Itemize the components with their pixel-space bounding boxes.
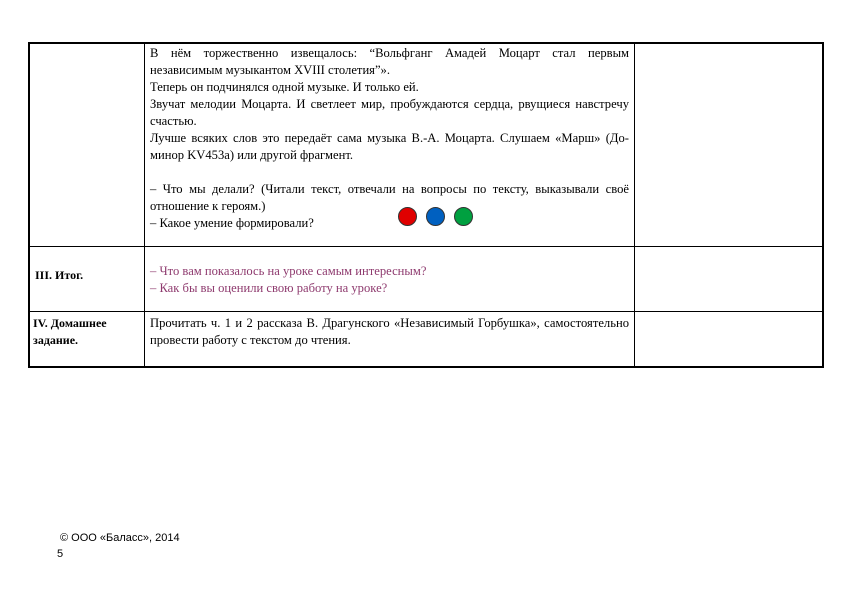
stage-label: IV. Домашнее задание. <box>33 315 107 347</box>
blue-circle-icon <box>426 207 445 226</box>
table-row <box>29 311 823 367</box>
question-line: – Что вам показалось на уроке самым интересным? <box>150 263 427 278</box>
content-cell <box>145 311 635 367</box>
stage-cell <box>29 246 145 311</box>
red-circle-icon <box>398 207 417 226</box>
copyright: © ООО «Баласс», 2014 <box>60 532 180 544</box>
lesson-table <box>28 42 824 368</box>
green-circle-icon <box>454 207 473 226</box>
question-line: – Что мы делали? (Читали текст, отвечали на вопросы по тексту, выказывали своё отношение к героям.) <box>150 182 629 213</box>
color-dots <box>398 207 473 226</box>
paragraph: Звучат мелодии Моцарта. И светлеет мир, пробуждаются сердца, рвущиеся навстречу счастью. <box>150 97 629 128</box>
notes-cell <box>635 43 824 246</box>
notes-cell <box>635 246 824 311</box>
paragraph: Лучше всяких слов это передаёт сама музыка В.-А. Моцарта. Слушаем «Марш» (До-минор KV453a) или другой фрагмент. <box>150 131 629 162</box>
table-row <box>29 246 823 311</box>
stage-cell <box>29 311 145 367</box>
notes-cell <box>635 311 824 367</box>
stage-cell <box>29 43 145 246</box>
stage-label: III. Итог. <box>35 267 84 282</box>
content-cell <box>145 246 635 311</box>
content-cell <box>145 43 635 246</box>
question-line: – Как бы вы оценили свою работу на уроке? <box>150 280 388 295</box>
homework-text: Прочитать ч. 1 и 2 рассказа В. Драгунского «Независимый Горбушка», самостоятельно провести работу с текстом до чтения. <box>150 315 629 347</box>
paragraph: Теперь он подчинялся одной музыке. И только ей. <box>150 80 419 94</box>
paragraph: В нём торжественно извещалось: “Вольфганг Амадей Моцарт стал первым независимым музыкантом XVIII столетия”». <box>150 46 629 77</box>
page-number: 5 <box>57 548 64 560</box>
question-line: – Какое умение формировали? <box>150 216 314 230</box>
